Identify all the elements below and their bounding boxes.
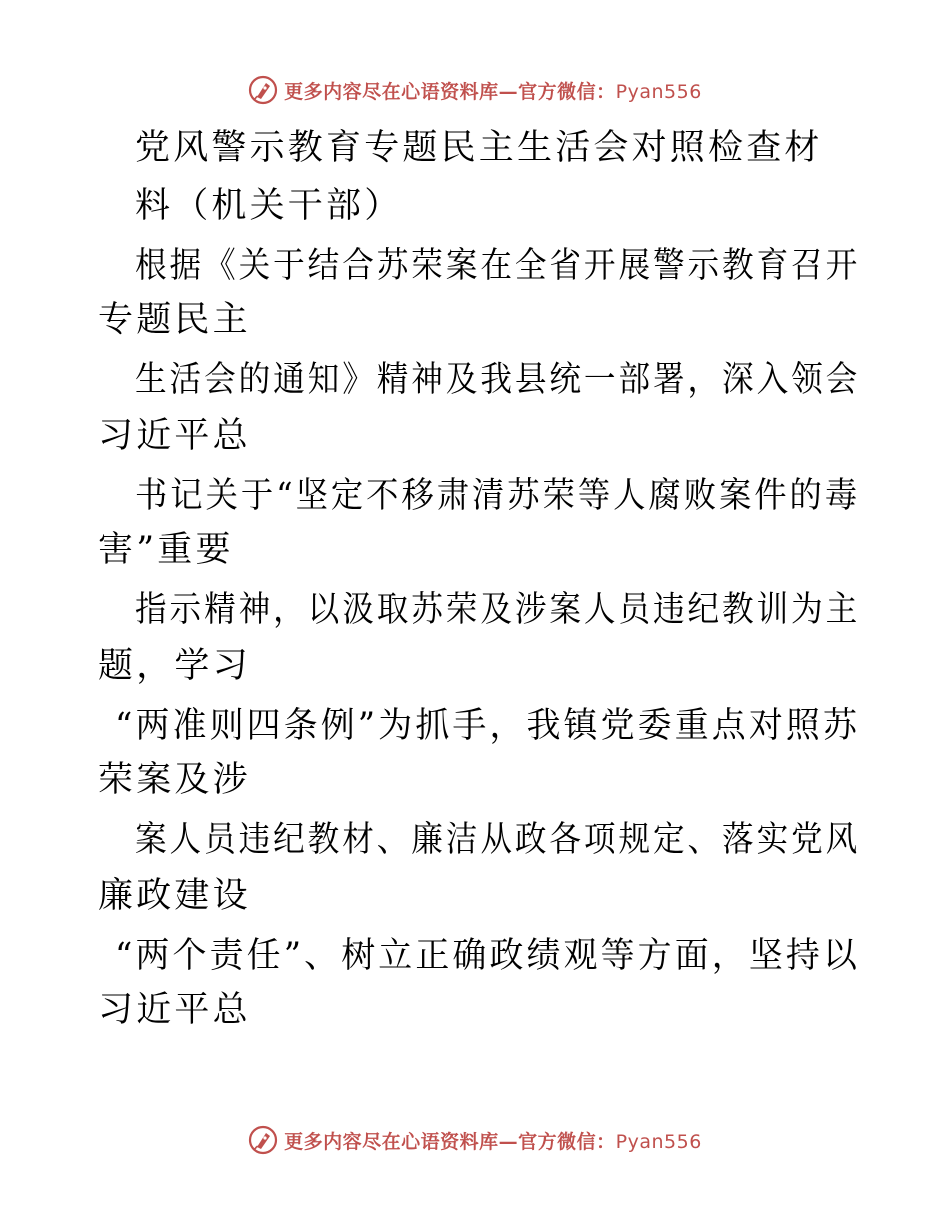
doc-line-1: 党风警示教育专题民主生活会对照检查材 [135,128,823,168]
doc-line-16: 习近平总 [98,990,251,1030]
watermark-banner-top [0,70,950,110]
doc-line-15: “两个责任”、树立正确政绩观等方面，坚持以 [115,936,861,976]
doc-line-10: 题，学习 [98,646,251,686]
doc-line-4: 专题民主 [98,300,251,340]
doc-line-6: 习近平总 [98,416,251,456]
doc-line-13: 案人员违纪教材、廉洁从政各项规定、落实党风 [135,820,861,860]
doc-line-5: 生活会的通知》精神及我县统一部署，深入领会 [135,360,861,400]
doc-line-7: 书记关于“坚定不移肃清苏荣等人腐败案件的毒 [135,476,861,516]
pen-nib-logo-icon [248,75,278,105]
doc-line-9: 指示精神，以汲取苏荣及涉案人员违纪教训为主 [135,590,861,630]
doc-line-12: 荣案及涉 [98,760,251,800]
doc-line-3: 根据《关于结合苏荣案在全省开展警示教育召开 [135,246,861,286]
doc-line-14: 廉政建设 [98,876,251,916]
watermark-text: 更多内容尽在心语资料库—官方微信：Pyan556 [284,1130,702,1153]
doc-line-2: 料（机关干部） [135,186,403,226]
watermark-banner-bottom [0,1120,950,1160]
doc-line-11: “两准则四条例”为抓手，我镇党委重点对照苏 [115,706,861,746]
doc-line-8: 害”重要 [98,530,234,570]
pen-nib-logo-icon [248,1125,278,1155]
watermark-text: 更多内容尽在心语资料库—官方微信：Pyan556 [284,80,702,103]
